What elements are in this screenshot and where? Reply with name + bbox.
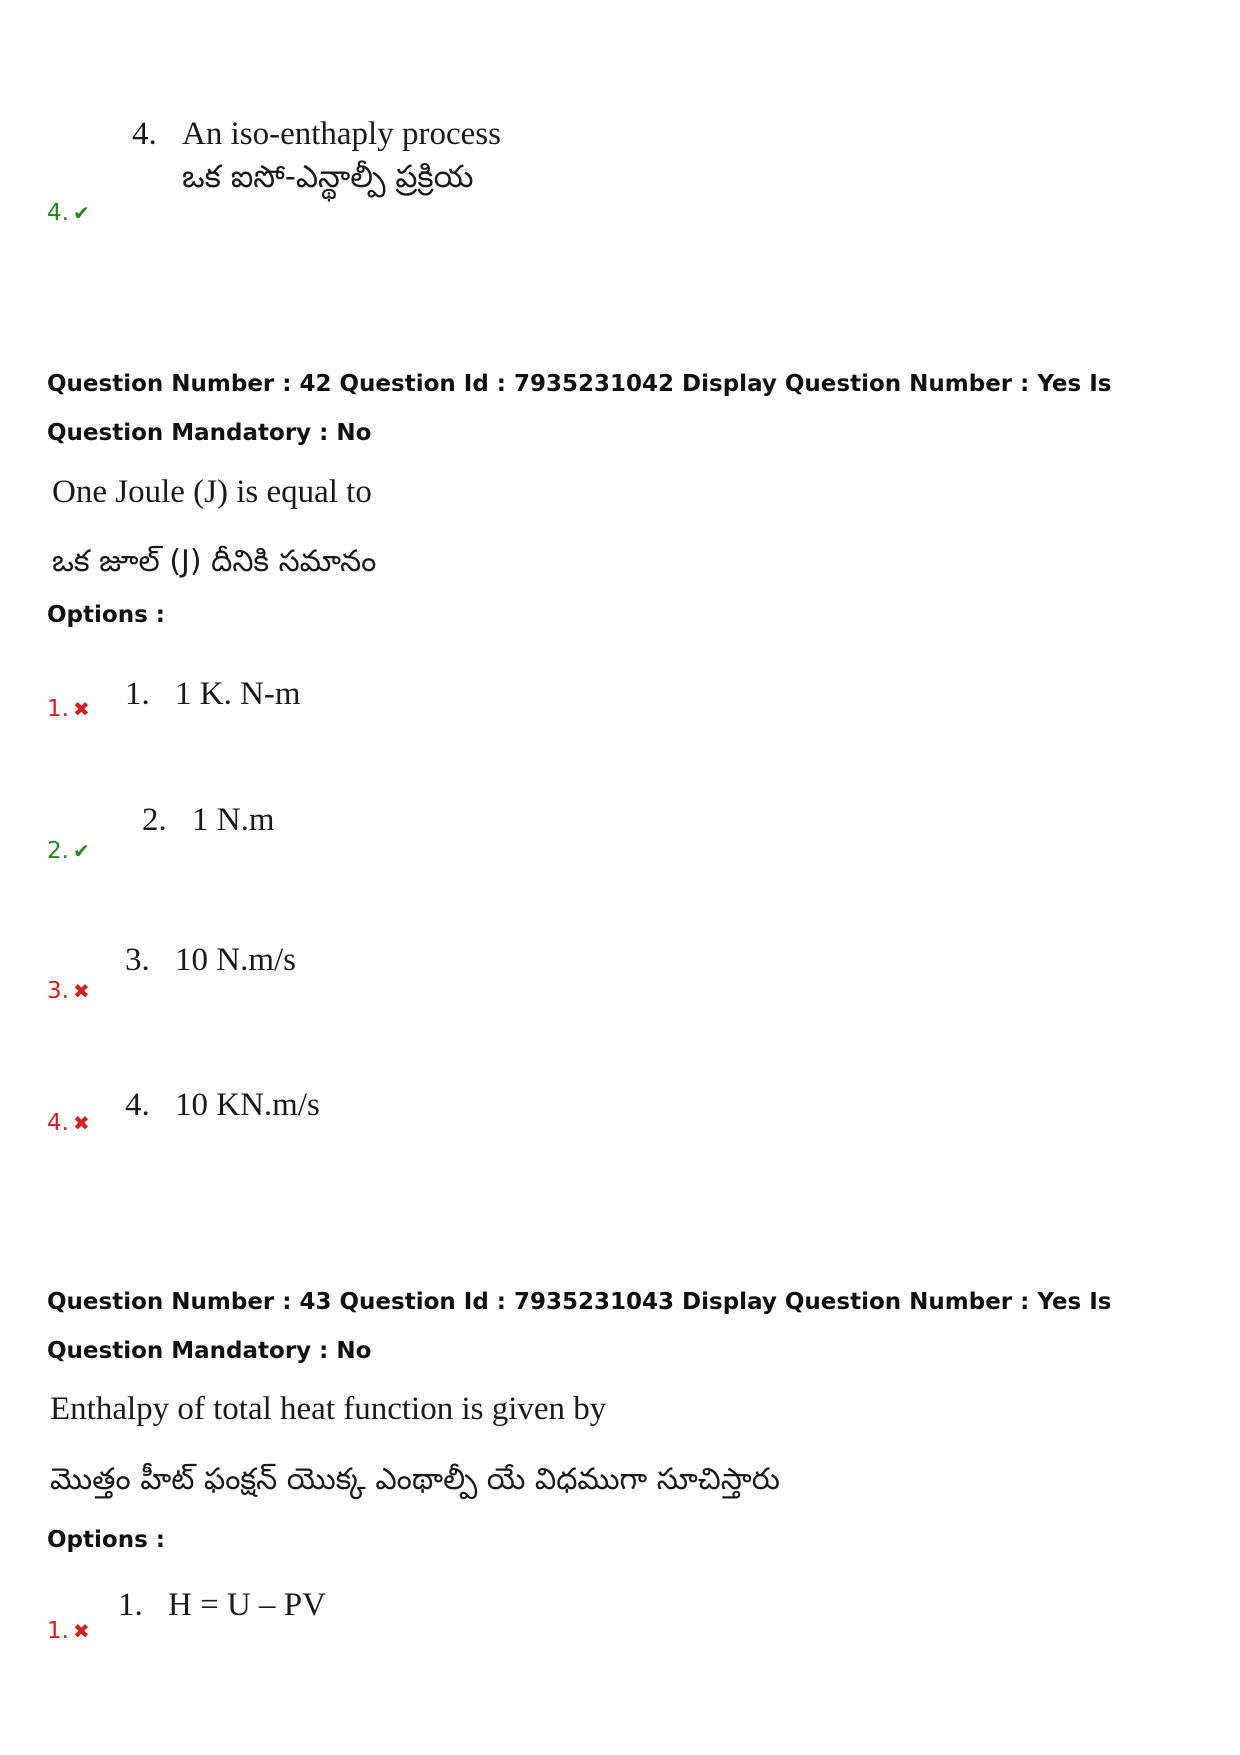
q42-question-te: ఒక జూల్ (J) దీనికి సమానం: [52, 544, 377, 579]
q43-option-1-content: [118, 1587, 326, 1624]
q42-option-2-content: [142, 802, 275, 839]
q43-option-1-text: H = U – PV: [168, 1587, 326, 1623]
q43-option-1-marker-label: 1.: [47, 1618, 69, 1644]
check-icon: ✔: [72, 839, 90, 863]
check-icon: ✔: [72, 201, 90, 225]
q42-option-4-content: [125, 1087, 320, 1124]
prev-option-4-content: [132, 114, 501, 200]
q42-option-4-number: 4.: [125, 1087, 150, 1123]
cross-icon: ✖: [72, 1111, 90, 1135]
q42-header: Question Number : 42 Question Id : 7935231042 Display Question Number : Yes Is Question Mandatory : No: [47, 371, 1112, 446]
q42-option-2-text: 1 N.m: [192, 802, 275, 838]
prev-option-4-marker-label: 4.: [47, 200, 69, 226]
q42-option-3-marker-label: 3.: [47, 978, 69, 1004]
q42-option-1-number: 1.: [125, 676, 150, 712]
q43-options-label: Options :: [47, 1527, 165, 1553]
q42-option-3-number: 3.: [125, 942, 150, 978]
prev-option-4-text-en: An iso-enthaply process: [182, 116, 501, 152]
q43-header: Question Number : 43 Question Id : 7935231043 Display Question Number : Yes Is Question Mandatory : No: [47, 1289, 1112, 1364]
prev-option-4-marker: [47, 200, 90, 226]
cross-icon: ✖: [72, 697, 90, 721]
q42-option-4-text: 10 KN.m/s: [175, 1087, 320, 1123]
q42-options-label: Options :: [47, 602, 165, 628]
q42-question-en: One Joule (J) is equal to: [52, 474, 372, 510]
q42-option-1-content: [125, 676, 301, 713]
q42-option-2-marker: [47, 838, 90, 864]
q42-option-2-number: 2.: [142, 802, 167, 838]
q42-option-1-text: 1 K. N-m: [175, 676, 301, 712]
cross-icon: ✖: [72, 979, 90, 1003]
q42-option-2-marker-label: 2.: [47, 838, 69, 864]
q43-question-en: Enthalpy of total heat function is given by: [50, 1391, 607, 1427]
q42-option-4-marker-label: 4.: [47, 1110, 69, 1136]
q42-option-3-content: [125, 942, 296, 979]
q42-option-1-marker: [47, 696, 90, 722]
q42-option-4-marker: [47, 1110, 90, 1136]
q43-question-te: మొత్తం హీట్ ఫంక్షన్ యొక్క ఎంథాల్పీ యే విధముగా సూచిస్తారు: [50, 1462, 780, 1497]
prev-option-4-number: 4.: [132, 116, 157, 152]
q42-option-3-text: 10 N.m/s: [175, 942, 297, 978]
prev-option-4-text-te: ఒక ఐసో-ఎన్థాల్పీ ప్రక్రియ: [182, 159, 474, 195]
cross-icon: ✖: [72, 1619, 90, 1643]
q42-option-3-marker: [47, 978, 90, 1004]
q43-option-1-marker: [47, 1618, 90, 1644]
q43-option-1-number: 1.: [118, 1587, 143, 1623]
q42-option-1-marker-label: 1.: [47, 696, 69, 722]
